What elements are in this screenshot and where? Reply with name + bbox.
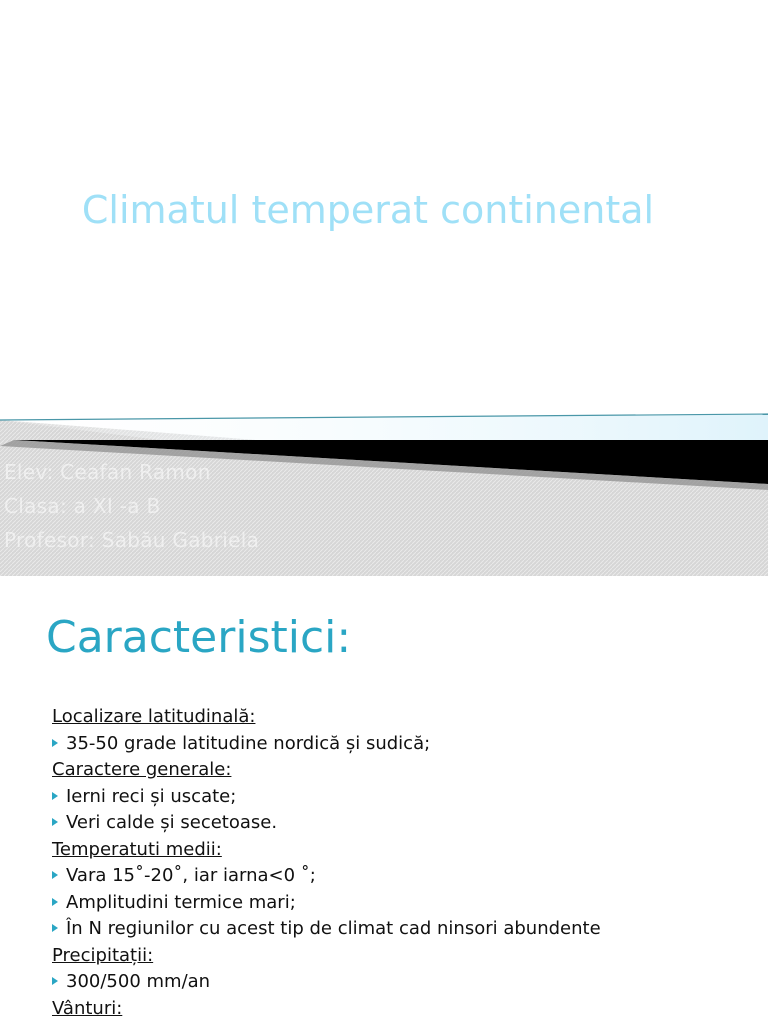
bullet-text: Amplitudini termice mari; [66,891,296,913]
section-header-text: Precipitații: [52,944,154,966]
content-list [52,704,752,1022]
bullet-item [52,969,752,996]
bullet-arrow-icon [52,739,58,747]
section-header-text: Temperatuti medii: [52,838,222,860]
bullet-item [52,916,752,943]
bullet-text: 300/500 mm/an [66,971,211,992]
section-header-text: Vânturi: [52,997,123,1019]
characteristics-slide [0,576,768,1024]
bullet-text: În N regiunilor cu acest tip de climat cad ninsori abundente [66,918,601,939]
bullet-text: Veri calde și secetoase. [66,812,278,833]
bullet-arrow-icon [52,792,58,800]
bullet-arrow-icon [52,924,58,932]
student-name: Elev: Ceafan Ramon [4,460,211,484]
bullet-item [52,784,752,811]
teacher-name: Profesor: Sabău Gabriela [4,528,260,552]
bullet-arrow-icon [52,898,58,906]
bullet-item [52,731,752,758]
bullet-arrow-icon [52,871,58,879]
bullet-text: Vara 15˚-20˚, iar iarna<0 ˚; [66,865,316,886]
bullet-text: 35-50 grade latitudine nordică și sudică; [66,732,431,754]
slide-heading: Caracteristici: [46,612,352,663]
section-header [52,943,752,970]
section-header [52,996,752,1023]
bullet-item [52,890,752,917]
bullet-text: Ierni reci și uscate; [66,785,237,807]
bullet-item [52,863,752,890]
bullet-arrow-icon [52,818,58,826]
section-header [52,704,752,731]
class-name: Clasa: a XI -a B [4,494,161,518]
section-header [52,837,752,864]
section-header-text: Localizare latitudinală: [52,706,256,727]
bullet-item [52,810,752,837]
section-header-text: Caractere generale: [52,759,232,780]
bullet-arrow-icon [52,977,58,985]
slide-title: Climatul temperat continental [81,188,655,232]
section-header [52,757,752,784]
